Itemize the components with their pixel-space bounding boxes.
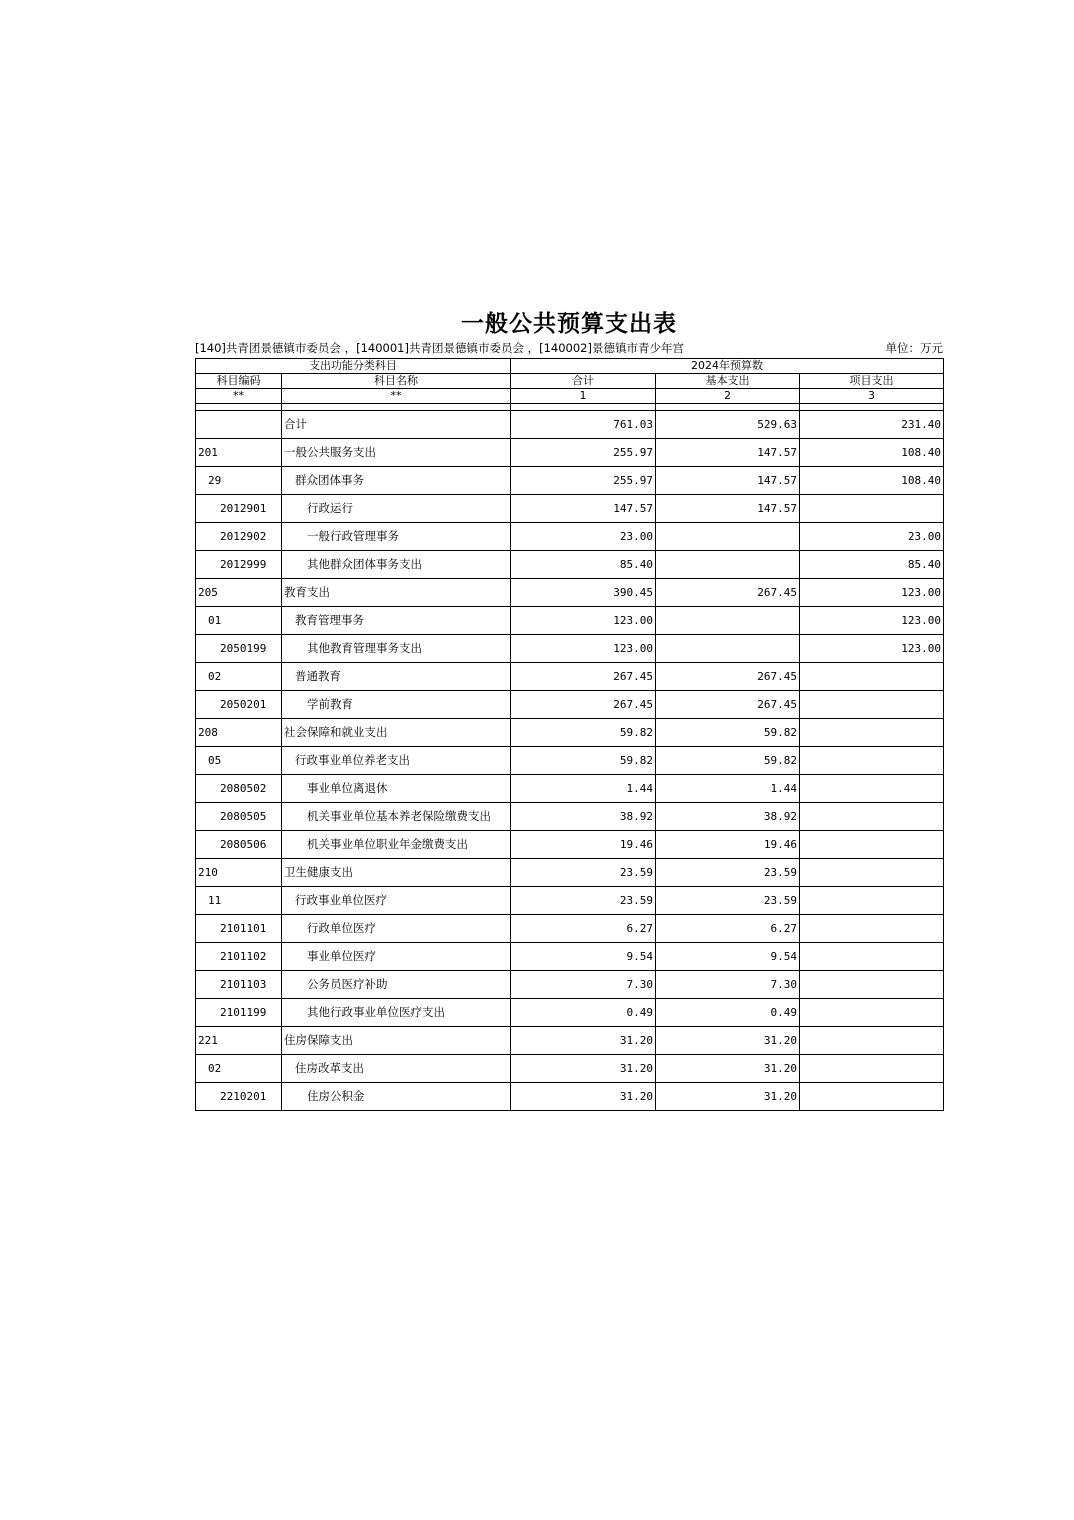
table-row <box>196 411 944 439</box>
cell-name: 教育管理事务 <box>282 607 511 635</box>
cell-basic <box>656 607 800 635</box>
header-basic: 基本支出 <box>656 374 800 389</box>
table-row <box>196 551 944 579</box>
cell-code: 2012902 <box>196 523 282 551</box>
header-name-marker: ** <box>282 389 511 404</box>
cell-total: 6.27 <box>511 915 656 943</box>
cell-project <box>800 943 944 971</box>
cell-code: 2101199 <box>196 999 282 1027</box>
cell-total: 59.82 <box>511 747 656 775</box>
cell-basic: 31.20 <box>656 1083 800 1111</box>
cell-total: 123.00 <box>511 635 656 663</box>
cell-project <box>800 859 944 887</box>
table-row <box>196 943 944 971</box>
cell-code: 01 <box>196 607 282 635</box>
table-row <box>196 775 944 803</box>
cell-project <box>800 775 944 803</box>
cell-basic: 0.49 <box>656 999 800 1027</box>
cell-total: 255.97 <box>511 439 656 467</box>
cell-code: 210 <box>196 859 282 887</box>
table-row <box>196 1083 944 1111</box>
table-row <box>196 1055 944 1083</box>
cell-code: 29 <box>196 467 282 495</box>
cell-project <box>800 747 944 775</box>
cell-total: 31.20 <box>511 1055 656 1083</box>
table-row <box>196 579 944 607</box>
cell-project: 85.40 <box>800 551 944 579</box>
cell-total: 1.44 <box>511 775 656 803</box>
cell-name: 行政运行 <box>282 495 511 523</box>
cell-code: 2012999 <box>196 551 282 579</box>
cell-total: 0.49 <box>511 999 656 1027</box>
cell-basic: 31.20 <box>656 1055 800 1083</box>
cell-project <box>800 831 944 859</box>
cell-project <box>800 887 944 915</box>
cell-code: 208 <box>196 719 282 747</box>
cell-project <box>800 1055 944 1083</box>
table-row <box>196 523 944 551</box>
table-row <box>196 495 944 523</box>
cell-project <box>800 971 944 999</box>
cell-name: 合计 <box>282 411 511 439</box>
cell-name: 公务员医疗补助 <box>282 971 511 999</box>
cell-code <box>196 411 282 439</box>
cell-name: 其他行政事业单位医疗支出 <box>282 999 511 1027</box>
cell-project: 108.40 <box>800 467 944 495</box>
cell-name: 行政事业单位养老支出 <box>282 747 511 775</box>
header-project-index: 3 <box>800 389 944 404</box>
cell-basic: 147.57 <box>656 439 800 467</box>
cell-basic: 529.63 <box>656 411 800 439</box>
cell-code: 11 <box>196 887 282 915</box>
cell-name: 机关事业单位职业年金缴费支出 <box>282 831 511 859</box>
table-row <box>196 803 944 831</box>
table-row <box>196 663 944 691</box>
cell-name: 社会保障和就业支出 <box>282 719 511 747</box>
header-row-index <box>196 389 944 404</box>
cell-code: 205 <box>196 579 282 607</box>
cell-basic: 23.59 <box>656 887 800 915</box>
cell-project: 23.00 <box>800 523 944 551</box>
cell-project: 123.00 <box>800 579 944 607</box>
cell-basic <box>656 635 800 663</box>
cell-total: 147.57 <box>511 495 656 523</box>
table-row <box>196 859 944 887</box>
cell-code: 02 <box>196 1055 282 1083</box>
cell-name: 事业单位离退休 <box>282 775 511 803</box>
header-name: 科目名称 <box>282 374 511 389</box>
cell-code: 2101102 <box>196 943 282 971</box>
cell-total: 390.45 <box>511 579 656 607</box>
cell-code: 05 <box>196 747 282 775</box>
table-row <box>196 887 944 915</box>
cell-name: 一般公共服务支出 <box>282 439 511 467</box>
cell-project <box>800 495 944 523</box>
cell-code: 2080506 <box>196 831 282 859</box>
cell-total: 255.97 <box>511 467 656 495</box>
cell-code: 201 <box>196 439 282 467</box>
header-code-marker: ** <box>196 389 282 404</box>
cell-basic: 38.92 <box>656 803 800 831</box>
table-row <box>196 999 944 1027</box>
cell-basic: 267.45 <box>656 691 800 719</box>
cell-total: 9.54 <box>511 943 656 971</box>
cell-name: 住房保障支出 <box>282 1027 511 1055</box>
meta-row <box>195 340 943 356</box>
cell-code: 2050199 <box>196 635 282 663</box>
cell-code: 2012901 <box>196 495 282 523</box>
table-body <box>196 411 944 1111</box>
cell-name: 普通教育 <box>282 663 511 691</box>
cell-code: 2210201 <box>196 1083 282 1111</box>
table-row <box>196 971 944 999</box>
cell-project <box>800 691 944 719</box>
cell-project <box>800 1083 944 1111</box>
organization-line: [140]共青团景德镇市委员会 ，[140001]共青团景德镇市委员会 ，[140002]景德镇市青少年宫 <box>195 341 684 355</box>
cell-name: 学前教育 <box>282 691 511 719</box>
cell-code: 221 <box>196 1027 282 1055</box>
header-function-classification: 支出功能分类科目 <box>196 359 511 374</box>
cell-basic: 23.59 <box>656 859 800 887</box>
cell-basic: 7.30 <box>656 971 800 999</box>
cell-project: 108.40 <box>800 439 944 467</box>
cell-total: 85.40 <box>511 551 656 579</box>
cell-code: 2080505 <box>196 803 282 831</box>
cell-total: 23.59 <box>511 887 656 915</box>
header-row-group <box>196 359 944 374</box>
budget-table <box>195 358 944 1111</box>
cell-total: 123.00 <box>511 607 656 635</box>
cell-total: 31.20 <box>511 1027 656 1055</box>
table-row <box>196 747 944 775</box>
cell-project <box>800 803 944 831</box>
cell-basic: 147.57 <box>656 495 800 523</box>
cell-total: 23.00 <box>511 523 656 551</box>
table-row <box>196 439 944 467</box>
cell-name: 群众团体事务 <box>282 467 511 495</box>
cell-total: 267.45 <box>511 663 656 691</box>
cell-name: 行政单位医疗 <box>282 915 511 943</box>
cell-code: 2101101 <box>196 915 282 943</box>
table-row <box>196 915 944 943</box>
cell-project <box>800 663 944 691</box>
cell-basic <box>656 523 800 551</box>
header-row-columns <box>196 374 944 389</box>
cell-code: 2080502 <box>196 775 282 803</box>
cell-total: 19.46 <box>511 831 656 859</box>
cell-name: 一般行政管理事务 <box>282 523 511 551</box>
cell-total: 267.45 <box>511 691 656 719</box>
cell-project: 231.40 <box>800 411 944 439</box>
table-row <box>196 831 944 859</box>
cell-project <box>800 719 944 747</box>
cell-basic: 267.45 <box>656 579 800 607</box>
cell-basic: 59.82 <box>656 719 800 747</box>
table-row <box>196 691 944 719</box>
cell-project <box>800 915 944 943</box>
header-spacer <box>196 404 944 411</box>
cell-name: 行政事业单位医疗 <box>282 887 511 915</box>
cell-basic: 31.20 <box>656 1027 800 1055</box>
cell-basic: 19.46 <box>656 831 800 859</box>
cell-total: 761.03 <box>511 411 656 439</box>
cell-basic: 9.54 <box>656 943 800 971</box>
table-row <box>196 1027 944 1055</box>
cell-project <box>800 999 944 1027</box>
cell-code: 2050201 <box>196 691 282 719</box>
cell-total: 23.59 <box>511 859 656 887</box>
cell-total: 7.30 <box>511 971 656 999</box>
cell-project: 123.00 <box>800 607 944 635</box>
cell-name: 其他群众团体事务支出 <box>282 551 511 579</box>
header-code: 科目编码 <box>196 374 282 389</box>
cell-name: 其他教育管理事务支出 <box>282 635 511 663</box>
unit-label: 单位：万元 <box>885 341 943 355</box>
cell-total: 31.20 <box>511 1083 656 1111</box>
cell-name: 住房改革支出 <box>282 1055 511 1083</box>
cell-project <box>800 1027 944 1055</box>
table-row <box>196 607 944 635</box>
cell-code: 02 <box>196 663 282 691</box>
cell-project: 123.00 <box>800 635 944 663</box>
page-title: 一般公共预算支出表 <box>461 310 677 337</box>
table-row <box>196 635 944 663</box>
cell-name: 机关事业单位基本养老保险缴费支出 <box>282 803 511 831</box>
header-project: 项目支出 <box>800 374 944 389</box>
cell-name: 住房公积金 <box>282 1083 511 1111</box>
cell-basic: 267.45 <box>656 663 800 691</box>
cell-total: 38.92 <box>511 803 656 831</box>
cell-basic: 59.82 <box>656 747 800 775</box>
header-total: 合计 <box>511 374 656 389</box>
cell-name: 卫生健康支出 <box>282 859 511 887</box>
cell-name: 事业单位医疗 <box>282 943 511 971</box>
table-row <box>196 467 944 495</box>
cell-total: 59.82 <box>511 719 656 747</box>
header-basic-index: 2 <box>656 389 800 404</box>
cell-basic: 6.27 <box>656 915 800 943</box>
table-row <box>196 719 944 747</box>
header-budget-year: 2024年预算数 <box>511 359 944 374</box>
header-total-index: 1 <box>511 389 656 404</box>
cell-basic <box>656 551 800 579</box>
cell-code: 2101103 <box>196 971 282 999</box>
cell-basic: 1.44 <box>656 775 800 803</box>
cell-basic: 147.57 <box>656 467 800 495</box>
cell-name: 教育支出 <box>282 579 511 607</box>
